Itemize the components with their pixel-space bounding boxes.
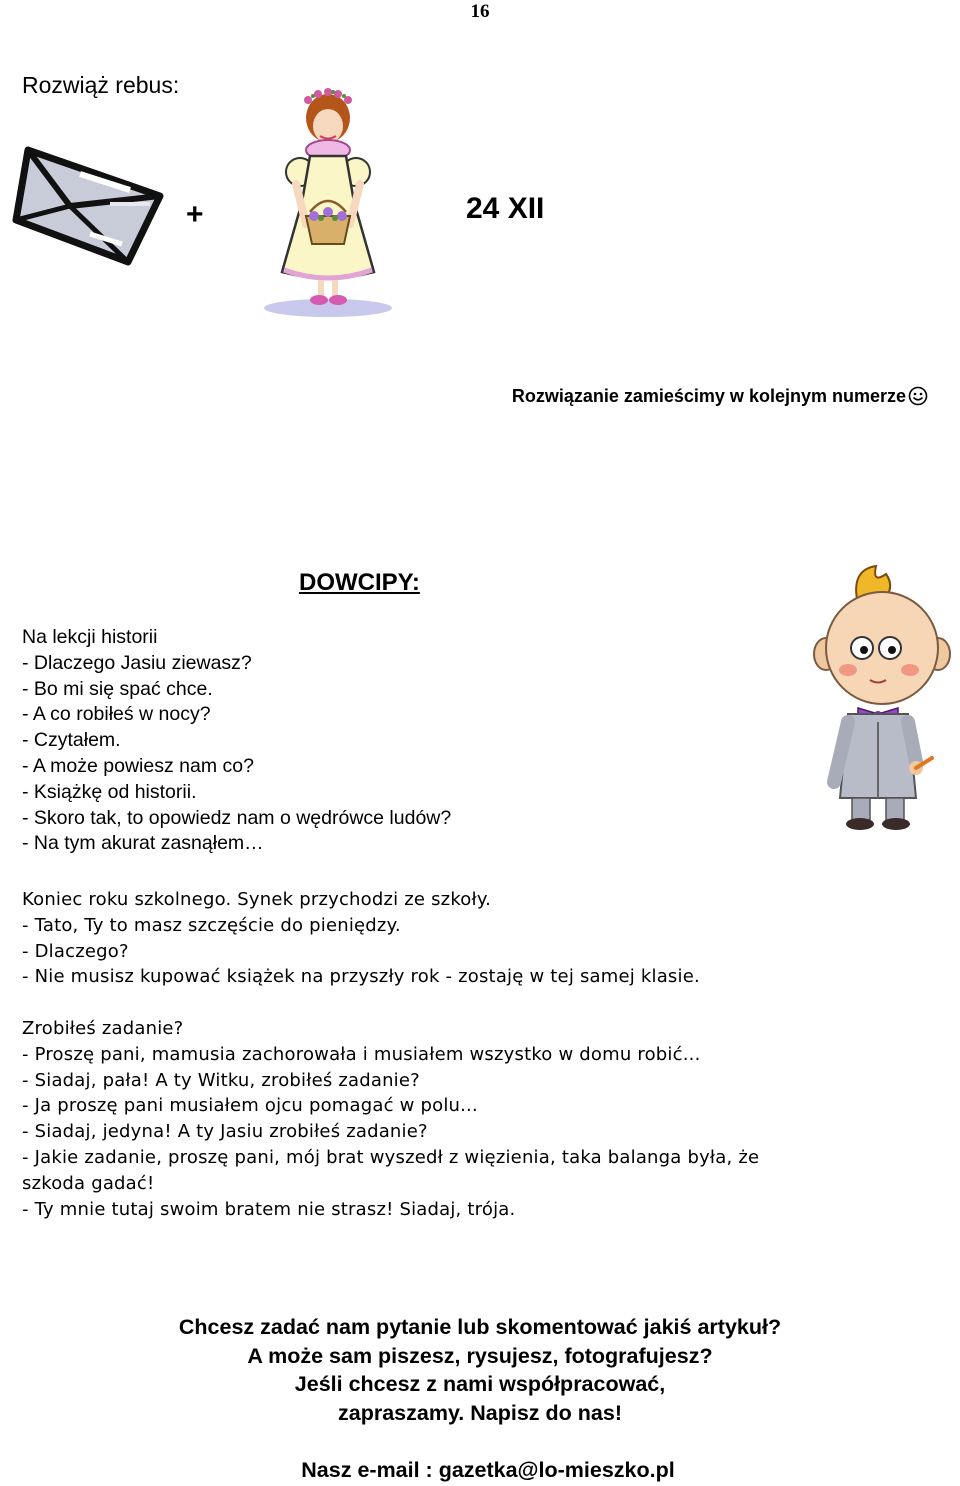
- flower-girl-icon: [262, 86, 394, 318]
- page-number: 16: [470, 1, 490, 22]
- joke-line: Zrobiłeś zadanie?: [22, 1018, 184, 1039]
- joke-line: szkoda gadać!: [22, 1172, 155, 1194]
- joke-line: - Tato, Ty to masz szczęście do pieniędzy.: [22, 914, 401, 936]
- joke-line: - Dlaczego?: [22, 940, 129, 962]
- rebus-date-clue: 24 XII: [466, 192, 545, 225]
- joke-line: - Ja proszę pani musiałem ojcu pomagać w polu...: [22, 1095, 478, 1117]
- joke-1: [22, 625, 922, 857]
- contact-line: A może sam piszesz, rysujesz, fotografujesz?: [247, 1343, 713, 1368]
- joke-line: - Nie musisz kupować książek na przyszły rok - zostaję w tej samej klasie.: [22, 966, 700, 988]
- joke-line: - Siadaj, pała! A ty Witku, zrobiłeś zadanie?: [22, 1069, 420, 1091]
- rebus-title: Rozwiąż rebus:: [22, 72, 180, 98]
- joke-line: - Książkę od historii.: [22, 780, 197, 803]
- solution-note-text: Rozwiązanie zamieścimy w kolejnym numerze: [511, 386, 906, 406]
- jokes-heading: DOWCIPY:: [299, 569, 420, 596]
- plus-sign: +: [186, 198, 204, 231]
- joke-line: - Skoro tak, to opowiedz nam o wędrówce ludów?: [22, 806, 452, 829]
- joke-line: - Dlaczego Jasiu ziewasz?: [22, 651, 252, 674]
- joke-line: - Ty mnie tutaj swoim bratem nie strasz! Siadaj, trója.: [22, 1198, 516, 1220]
- joke-line: - Czytałem.: [22, 729, 121, 752]
- joke-line: - Jakie zadanie, proszę pani, mój brat wyszedł z więzienia, taka balanga była, że: [22, 1146, 760, 1168]
- contact-line: Jeśli chcesz z nami współpracować,: [294, 1372, 666, 1396]
- joke-3: [22, 1016, 922, 1222]
- joke-line: - Siadaj, jedyna! A ty Jasiu zrobiłeś zadanie?: [22, 1121, 428, 1143]
- joke-line: - A może powiesz nam co?: [22, 754, 254, 777]
- solution-note: [512, 384, 928, 408]
- smiley-icon: [908, 386, 928, 406]
- contact-line: Chcesz zadać nam pytanie lub skomentować jakiś artykuł?: [178, 1315, 782, 1339]
- joke-line: - A co robiłeś w nocy?: [22, 703, 211, 726]
- envelope-icon: [10, 144, 170, 266]
- joke-line: - Bo mi się spać chce.: [22, 677, 213, 700]
- joke-2: [22, 887, 922, 990]
- joke-line: Koniec roku szkolnego. Synek przychodzi ze szkoły.: [22, 889, 492, 910]
- contact-email: Nasz e-mail : gazetka@lo-mieszko.pl: [301, 1458, 675, 1482]
- joke-line: - Na tym akurat zasnąłem…: [22, 832, 264, 855]
- contact-line: zapraszamy. Napisz do nas!: [338, 1400, 622, 1425]
- joke-line: - Proszę pani, mamusia zachorowała i musiałem wszystko w domu robić...: [22, 1043, 701, 1065]
- contact-invitation: [0, 1313, 960, 1427]
- joke-line: Na lekcji historii: [22, 626, 158, 648]
